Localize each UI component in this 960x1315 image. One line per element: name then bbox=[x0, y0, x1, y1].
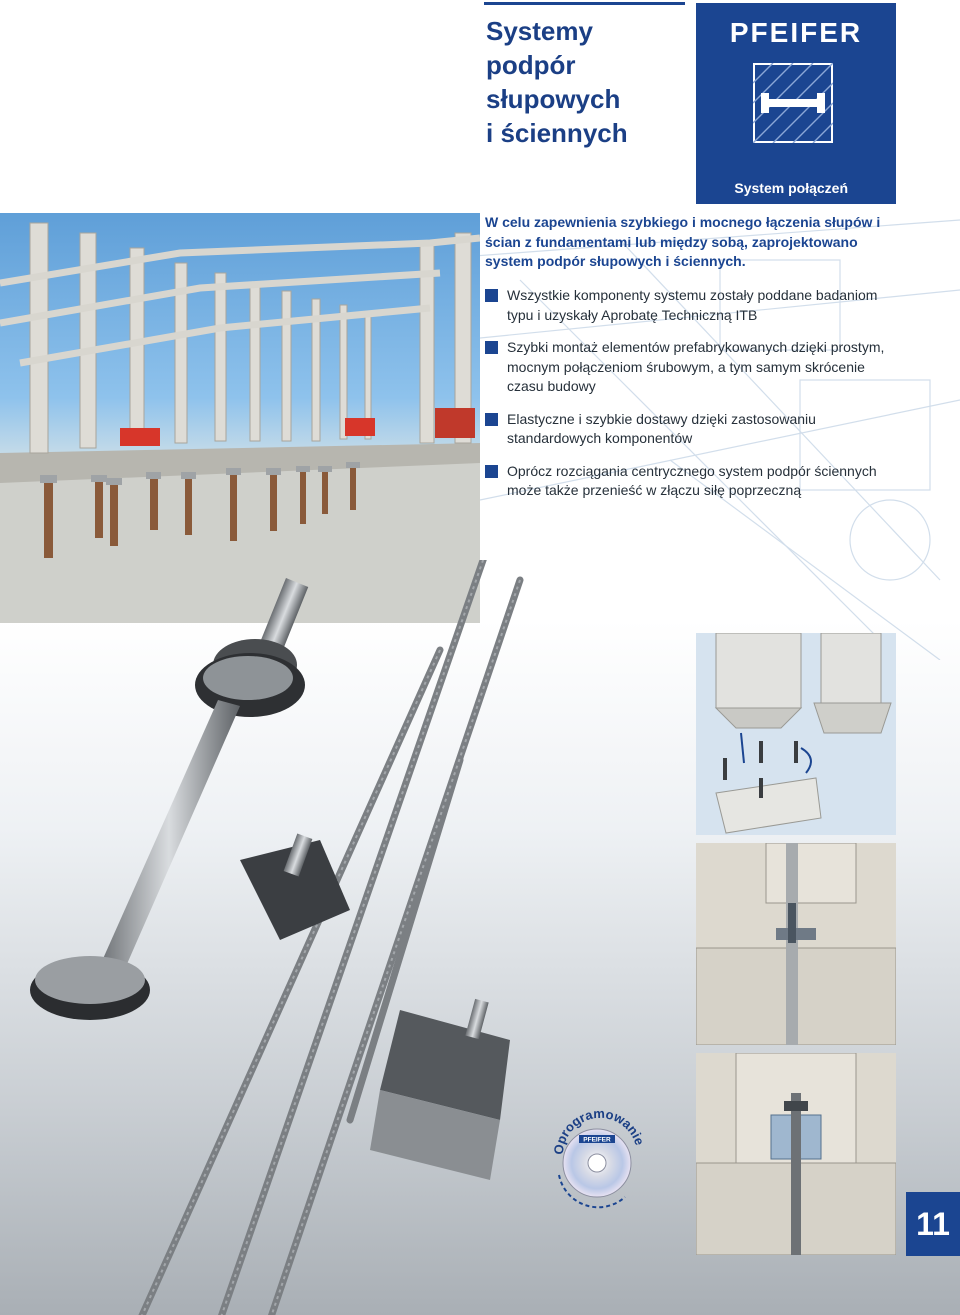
cd-brand: PFEIFER bbox=[583, 1136, 611, 1144]
bullet-text: Szybki montaż elementów prefabrykowanych dzięki prostym, mocnym połączeniom śrubowym, a tym samym skrócenie czasu budowy bbox=[507, 339, 885, 394]
intro-paragraph: W celu zapewnienia szybkiego i mocnego łączenia słupów i ścian z fundamentami lub między sobą, zaprojektowano system podpór słupowych i ściennych. bbox=[485, 214, 881, 269]
blue-square-bullet-icon bbox=[485, 465, 498, 478]
blue-square-bullet-icon bbox=[485, 413, 498, 426]
bullet-text: Oprócz rozciągania centrycznego system podpór ściennych może także przenieść w złączu siłę poprzeczną bbox=[507, 462, 877, 498]
blue-square-bullet-icon bbox=[485, 289, 498, 302]
list-item bbox=[485, 338, 905, 397]
bullet-text: Wszystkie komponenty systemu zostały poddane badaniom typu i uzyskały Aprobatę Techniczną ITB bbox=[507, 287, 878, 323]
title-rule bbox=[484, 2, 685, 5]
feature-list bbox=[485, 286, 905, 514]
wall-joint-section-diagram bbox=[696, 1053, 896, 1255]
list-item bbox=[485, 462, 905, 501]
cd-arc-text: Oprogramowanie bbox=[550, 1105, 648, 1156]
column-connection-diagram bbox=[696, 633, 896, 835]
blue-square-bullet-icon bbox=[485, 341, 498, 354]
anchor-bolt-product-image bbox=[20, 560, 540, 1315]
list-item bbox=[485, 410, 905, 449]
brand-box bbox=[696, 3, 896, 204]
title-line-2: słupowych bbox=[486, 84, 621, 114]
page-number: 11 bbox=[906, 1192, 960, 1256]
list-item bbox=[485, 286, 905, 325]
section-label: System połączeń bbox=[734, 180, 848, 196]
bullet-text: Elastyczne i szybkie dostawy dzięki zastosowaniu standardowych komponentów bbox=[507, 410, 816, 446]
wall-connection-diagram bbox=[696, 843, 896, 1045]
software-cd-badge[interactable] bbox=[545, 1105, 655, 1215]
title-line-1: Systemy podpór bbox=[486, 16, 593, 80]
brand-name: PFEIFER bbox=[729, 17, 863, 48]
page-title bbox=[486, 14, 686, 150]
pfeifer-connector-icon bbox=[753, 63, 833, 143]
title-line-3: i ściennych bbox=[486, 118, 628, 148]
